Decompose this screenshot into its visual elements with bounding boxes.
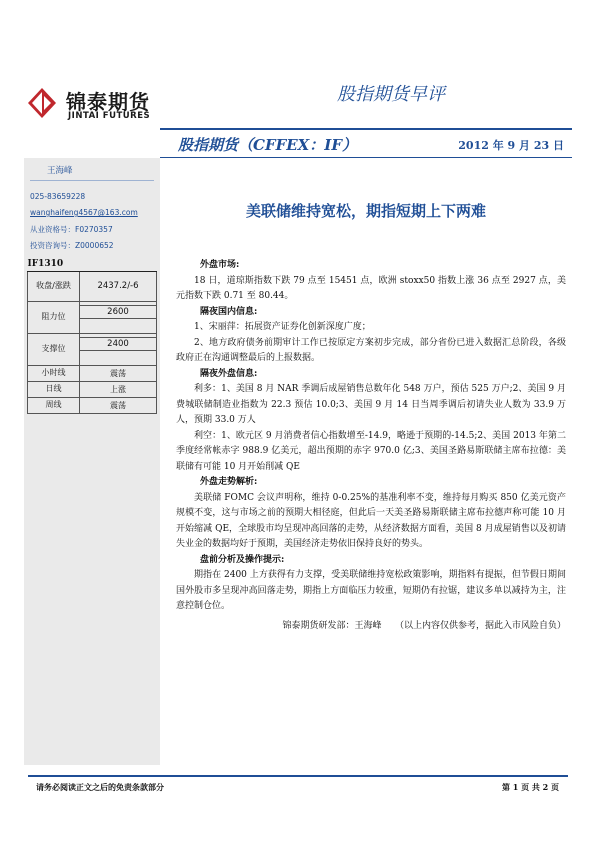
section-title: 隔夜外盘信息:: [200, 368, 258, 379]
report-title: 股指期货（CFFEX：IF）: [178, 136, 357, 154]
company-logo: [22, 83, 172, 128]
weekly-trend: 震荡: [80, 397, 157, 413]
analyst-email-link[interactable]: wanghaifeng4567@163.com: [30, 208, 138, 217]
title-bar: [160, 128, 572, 158]
row-label: 小时线: [28, 365, 80, 381]
overseas-market-text: 18 日，道琼斯指数下跌 79 点至 15451 点，欧洲 stoxx50 指数上涨 36 点至 2927 点，美元指数下跌 0.71 至 80.44。: [176, 275, 566, 301]
analyst-name: 王海峰: [47, 166, 73, 176]
section-title: 盘前分析及操作提示:: [200, 554, 285, 565]
close-change-value: 2437.2/-6: [80, 271, 157, 301]
analysis-text: 期指在 2400 上方获得有力支撑，受美联储维持宽松政策影响，期指料有提振，但节假日期间国外股市多呈现冲高回落走势，期指上方面临压力较重，短期仍有拉锯，建议多单以减持为主，注意控制仓位。: [176, 570, 566, 611]
row-label: 日线: [28, 381, 80, 397]
daily-trend: 上涨: [80, 381, 157, 397]
report-date: 2012 年 9 月 23 日: [458, 139, 564, 152]
section-title: 隔夜国内信息:: [200, 306, 258, 317]
table-row: [28, 365, 157, 381]
row-label: 周线: [28, 397, 80, 413]
table-row: [28, 333, 157, 365]
jintai-diamond-logo-icon: [27, 87, 57, 119]
section-title: 外盘走势解析:: [200, 477, 258, 487]
domestic-news-item: 1、宋丽萍：拓展资产证券化创新深度广度；: [194, 322, 371, 332]
table-row: [28, 271, 157, 301]
qualification-number: 从业资格号：F0270357: [30, 225, 113, 234]
resistance-value: 2600: [80, 305, 156, 319]
logo-english-name: JINTAI FUTURES: [68, 111, 151, 121]
contract-code: IF1310: [28, 258, 157, 271]
section-title: 外盘市场:: [200, 260, 240, 270]
sidebar-divider: [30, 180, 154, 181]
row-label: 阻力位: [28, 301, 80, 333]
hourly-trend: 震荡: [80, 365, 157, 381]
article-body: [176, 258, 566, 634]
footer-disclaimer: 请务必阅读正文之后的免责条款部分: [36, 782, 164, 792]
report-type: 股指期货早评: [337, 84, 445, 105]
page-number: 第 1 页 共 2 页: [501, 782, 559, 792]
foreign-news-bullish: 利多：1、美国 8 月 NAR 季调后成屋销售总数年化 548 万户，预估 525 万户;2、美国 9 月费城联储制造业指数为 22.3 预估 10.0;3、美国 9 月 14 日当周季调后初请失业人数为 33.9 万人，预期 33.0 万人: [176, 384, 566, 425]
domestic-news-item: 2、地方政府债务前期审计工作已按原定方案初步完成，部分省份已进入数据汇总阶段，各级政府正在沟通调整最后的上报数据。: [176, 337, 566, 363]
logo-chinese-name: 锦泰期货: [66, 90, 150, 114]
row-label: 支撑位: [28, 333, 80, 365]
support-value: 2400: [80, 337, 156, 351]
footer-rule: [28, 775, 568, 777]
overseas-trend-text: 美联储 FOMC 会议声明称，维持 0-0.25%的基准利率不变，维持每月购买 850 亿美元资产规模不变，这与市场之前的预期大相径庭，但此后一天美圣路易斯联储主席布拉德声称可能 10 月开始缩减 QE，全球股市均呈现冲高回落的走势，从经济数据方面看，美国 8 月成屋销售以及初请失业金的数据均好于预期，美国经济走势依旧保持良好的势头。: [176, 492, 566, 549]
foreign-news-bearish: 利空：1、欧元区 9 月消费者信心指数增至-14.9，略逊于预期的-14.5;2、美国 2013 年第二季度经常帐赤字 988.9 亿美元，超出预期的赤字 970.0 亿;3、美国圣路易斯联储主席布拉德：美联储有可能 10 月开始削减 QE: [176, 430, 566, 472]
consult-number: 投资咨询号：Z0000652: [30, 241, 114, 250]
signoff: 锦泰期货研发部：王海峰 （以上内容仅供参考，据此入市风险自负）: [282, 620, 566, 631]
table-row: [28, 301, 157, 333]
article-headline: 美联储维持宽松，期指短期上下两难: [245, 202, 486, 220]
table-row: [28, 397, 157, 413]
table-row: [28, 381, 157, 397]
analyst-phone: 025-83659228: [30, 192, 86, 201]
analyst-sidebar: [24, 158, 160, 765]
index-summary-table: [27, 258, 157, 414]
row-label: 收盘/涨跌: [28, 271, 80, 301]
